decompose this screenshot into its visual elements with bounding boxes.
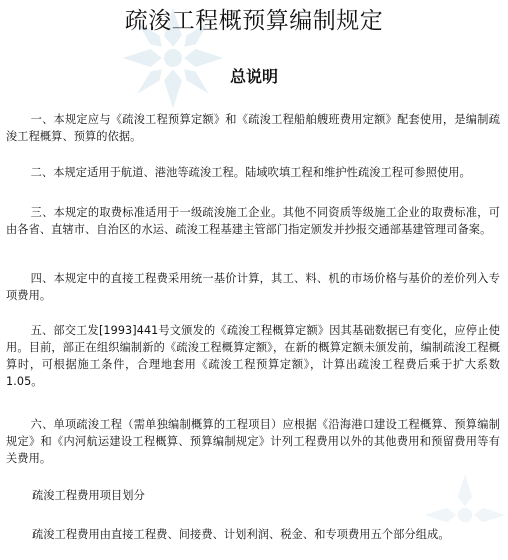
paragraph-4: 四、本规定中的直接工程费采用统一基价计算，其工、料、机的市场价格与基价的差价列入专项费用。 [6,272,500,302]
paragraph-1: 一、本规定应与《疏浚工程预算定额》和《疏浚工程船舶艘班费用定额》配套使用，是编制疏浚工程概算、预算的依据。 [6,113,500,143]
paragraph-3: 三、本规定的取费标准适用于一级疏浚施工企业。其他不同资质等级施工企业的取费标准，可由各省、直辖市、自治区的水运、疏浚工程基建主管部门指定颁发并抄报交通部基建管理司备案。 [6,206,500,236]
watermark-corner-icon [420,470,508,560]
section-heading: 疏浚工程费用项目划分 [32,489,145,502]
section-title: 总说明 [229,67,278,86]
paragraph-5: 五、部交工发[1993]441号文颁发的《疏浚工程概算定额》因其基础数据已有变化，应停止使用。目前，部正在组织编制新的《疏浚工程概算定额》，在新的概算定额未颁发前，编制疏浚工程概算时，可根据施工条件，合理地套用《疏浚工程预算定额》，计算出疏浚工程费后乘于扩大系数1.05。 [6,324,500,388]
paragraph-7: 疏浚工程费用由直接工程费、间接费、计划利润、税金、和专项费用五个部分组成。 [32,528,450,541]
paragraph-2: 二、本规定适用于航道、港池等疏浚工程。陆域吹填工程和维护性疏浚工程可参照使用。 [30,166,471,179]
document-title: 疏浚工程概预算编制规定 [124,8,384,34]
paragraph-6: 六、单项疏浚工程（需单独编制概算的工程项目）应根据《沿海港口建设工程概算、预算编制规定》和《内河航运建设工程概算、预算编制规定》计列工程费用以外的其他费用和预留费用等有关费用。 [6,418,500,465]
